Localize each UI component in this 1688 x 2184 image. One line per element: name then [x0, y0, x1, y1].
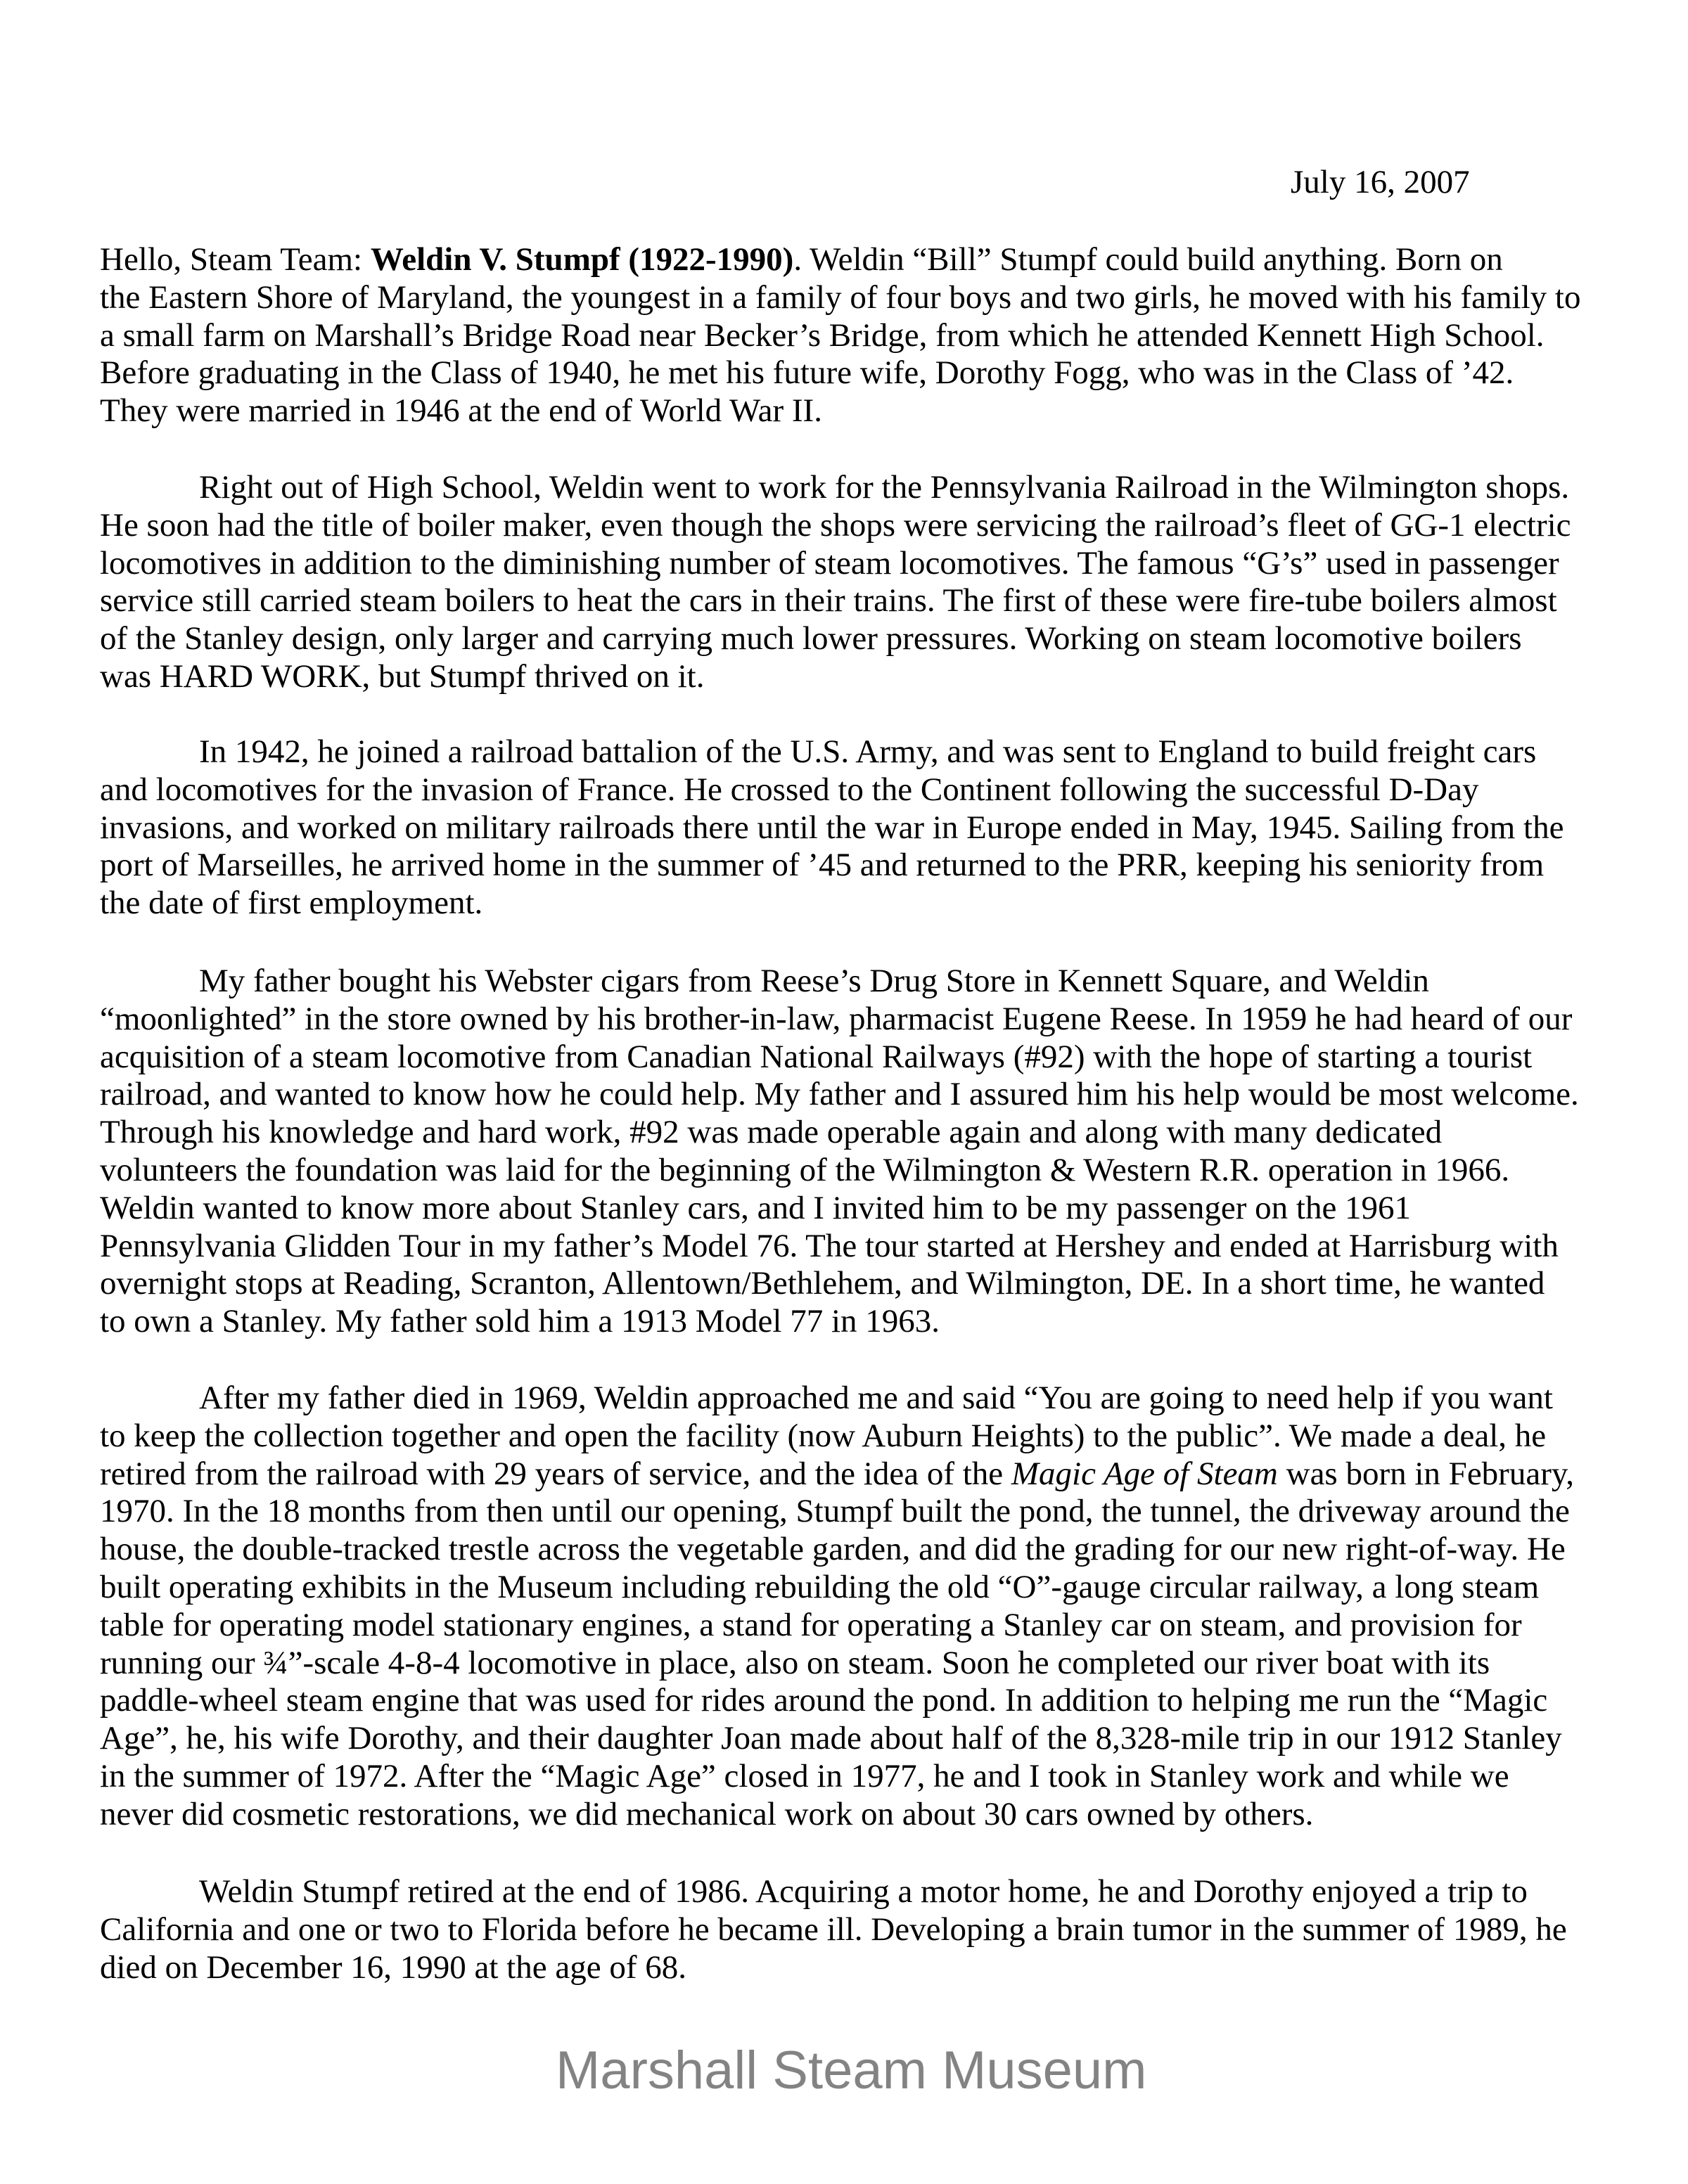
text-segment: California and one or two to Florida before he became ill. Developing a brain tumor in the summer of 1989, he [100, 1910, 1567, 1948]
text-line [100, 1114, 1612, 1152]
text-segment: My father bought his Webster cigars from Reese’s Drug Store in Kennett Square, and Weldin [199, 963, 1429, 999]
paragraph [100, 241, 1612, 430]
text-line [100, 1418, 1612, 1456]
text-segment: Age”, he, his wife Dorothy, and their daughter Joan made about half of the 8,328-mile trip in our 1912 Stanley [100, 1720, 1562, 1757]
text-segment: was born in February, [1277, 1455, 1575, 1492]
paragraph [100, 963, 1612, 1341]
text-segment: port of Marseilles, he arrived home in the summer of ’45 and returned to the PRR, keeping his seniority from [100, 847, 1545, 884]
text-line [100, 354, 1612, 392]
text-line [100, 771, 1612, 809]
text-line [100, 1076, 1612, 1114]
watermark: Marshall Steam Museum [556, 2041, 1147, 2100]
text-segment: In 1942, he joined a railroad battalion of the U.S. Army, and was sent to England to build freight cars [199, 733, 1537, 770]
text-segment: built operating exhibits in the Museum including rebuilding the old “O”-gauge circular railway, a long steam [100, 1568, 1540, 1605]
text-line [100, 1380, 1612, 1418]
text-line [100, 1001, 1612, 1039]
text-line [100, 317, 1612, 355]
text-segment: a small farm on Marshall’s Bridge Road near Becker’s Bridge, from which he attended Kennett High School. [100, 316, 1545, 354]
text-segment: . Weldin “Bill” Stumpf could build anything. Born on [793, 241, 1503, 278]
text-line [100, 1039, 1612, 1077]
text-segment: He soon had the title of boiler maker, even though the shops were servicing the railroad’s fleet of GG-1 electric [100, 506, 1571, 544]
paragraph [100, 733, 1612, 923]
text-line [100, 658, 1612, 696]
text-segment: service still carried steam boilers to heat the cars in their trains. The first of these were fire-tube boilers almost [100, 582, 1557, 619]
text-segment: overnight stops at Reading, Scranton, Allentown/Bethlehem, and Wilmington, DE. In a short time, he wanted [100, 1265, 1545, 1302]
text-line [100, 241, 1612, 279]
text-segment: was HARD WORK, but Stumpf thrived on it. [100, 657, 705, 695]
text-segment: of the Stanley design, only larger and carrying much lower pressures. Working on steam locomotive boilers [100, 620, 1522, 657]
text-line [100, 1873, 1612, 1911]
text-line [100, 279, 1612, 317]
text-line [100, 1682, 1612, 1720]
text-line [100, 1758, 1612, 1796]
text-line [100, 1645, 1612, 1683]
text-line [100, 809, 1612, 847]
text-line [100, 733, 1612, 771]
text-line [100, 1607, 1612, 1645]
paragraph [100, 1380, 1612, 1834]
text-segment: Through his knowledge and hard work, #92 was made operable again and along with many dedicated [100, 1114, 1443, 1151]
text-segment: Weldin wanted to know more about Stanley cars, and I invited him to be my passenger on the 1961 [100, 1189, 1412, 1226]
text-segment: 1970. In the 18 months from then until our opening, Stumpf built the pond, the tunnel, the driveway around the [100, 1493, 1570, 1530]
text-line [100, 1796, 1612, 1834]
text-line [100, 1456, 1612, 1494]
paragraph [100, 469, 1612, 696]
text-segment: railroad, and wanted to know how he could help. My father and I assured him his help would be most welcome. [100, 1076, 1579, 1113]
text-line [100, 1911, 1612, 1949]
text-segment: in the summer of 1972. After the “Magic Age” closed in 1977, he and I took in Stanley work and while we [100, 1757, 1509, 1794]
text-line [100, 620, 1612, 658]
text-line [100, 885, 1612, 923]
text-segment: They were married in 1946 at the end of World War II. [100, 392, 822, 430]
text-line [100, 1949, 1612, 1987]
paragraph [100, 1873, 1612, 1986]
text-segment: Weldin Stumpf retired at the end of 1986. Acquiring a motor home, he and Dorothy enjoyed a trip to [199, 1873, 1528, 1910]
text-line [100, 1190, 1612, 1228]
text-segment: acquisition of a steam locomotive from Canadian National Railways (#92) with the hope of starting a tourist [100, 1038, 1533, 1075]
text-segment: After my father died in 1969, Weldin approached me and said “You are going to need help if you want [199, 1380, 1553, 1416]
text-line [100, 1569, 1612, 1607]
letter-date: July 16, 2007 [1291, 164, 1470, 200]
text-line [100, 963, 1612, 1001]
text-segment: house, the double-tracked trestle across the vegetable garden, and did the grading for our new right-of-way. He [100, 1531, 1566, 1568]
text-segment: died on December 16, 1990 at the age of 68. [100, 1948, 686, 1986]
text-line [100, 1265, 1612, 1303]
text-segment: “moonlighted” in the store owned by his brother-in-law, pharmacist Eugene Reese. In 1959 he had heard of our [100, 1000, 1573, 1037]
text-line [100, 545, 1612, 583]
text-segment: volunteers the foundation was laid for the beginning of the Wilmington & Western R.R. operation in 1966. [100, 1151, 1510, 1188]
text-segment: Pennsylvania Glidden Tour in my father’s Model 76. The tour started at Hershey and ended at Harrisburg with [100, 1227, 1559, 1264]
text-segment: retired from the railroad with 29 years of service, and the idea of the [100, 1455, 1011, 1492]
text-line [100, 1228, 1612, 1266]
text-line [100, 1303, 1612, 1341]
bold-text: Weldin V. Stumpf (1922-1990) [370, 241, 794, 278]
text-segment: invasions, and worked on military railroads there until the war in Europe ended in May, 1945. Sailing from the [100, 809, 1564, 846]
text-segment: paddle-wheel steam engine that was used for rides around the pond. In addition to helping me run the “Magic [100, 1682, 1548, 1719]
text-segment: running our ¾”-scale 4-8-4 locomotive in place, also on steam. Soon he completed our river boat with its [100, 1644, 1490, 1681]
text-segment: Hello, Steam Team: [100, 241, 371, 278]
text-line [100, 1531, 1612, 1569]
text-segment: Right out of High School, Weldin went to work for the Pennsylvania Railroad in the Wilmington shops. [199, 469, 1570, 506]
italic-text: Magic Age of Steam [1011, 1455, 1278, 1492]
text-segment: locomotives in addition to the diminishing number of steam locomotives. The famous “G’s” used in passenger [100, 544, 1559, 582]
text-line [100, 847, 1612, 885]
text-segment: to keep the collection together and open the facility (now Auburn Heights) to the public”. We made a deal, he [100, 1417, 1547, 1454]
text-line [100, 1152, 1612, 1190]
text-line [100, 469, 1612, 507]
text-segment: never did cosmetic restorations, we did mechanical work on about 30 cars owned by others. [100, 1795, 1314, 1832]
text-line [100, 1720, 1612, 1758]
text-segment: to own a Stanley. My father sold him a 1913 Model 77 in 1963. [100, 1303, 940, 1340]
text-line [100, 507, 1612, 545]
text-segment: and locomotives for the invasion of France. He crossed to the Continent following the successful D-Day [100, 771, 1479, 808]
text-line [100, 392, 1612, 430]
text-segment: table for operating model stationary engines, a stand for operating a Stanley car on steam, and provision for [100, 1606, 1522, 1643]
text-line [100, 1493, 1612, 1531]
text-segment: the date of first employment. [100, 885, 483, 922]
text-segment: the Eastern Shore of Maryland, the youngest in a family of four boys and two girls, he moved with his family to [100, 278, 1581, 316]
text-segment: Before graduating in the Class of 1940, he met his future wife, Dorothy Fogg, who was in the Class of ’42. [100, 354, 1514, 392]
text-line [100, 582, 1612, 620]
